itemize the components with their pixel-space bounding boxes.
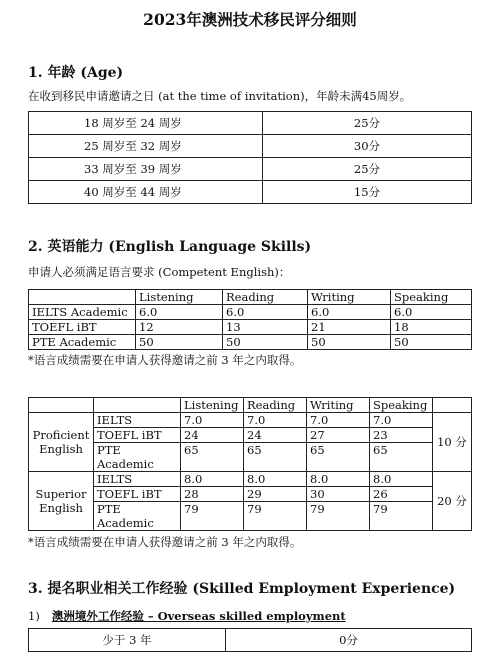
- test-name-cell: TOEFL iBT: [29, 320, 136, 335]
- test-name-cell: IELTS: [94, 472, 181, 487]
- table-row: [29, 472, 472, 487]
- age-range-cell: 40 周岁至 44 周岁: [29, 181, 263, 204]
- score-cell: 65: [370, 443, 433, 472]
- english-footnote: *语言成绩需要在申请人获得邀请之前 3 年之内取得。: [28, 535, 302, 549]
- english-intro: 申请人必须满足语言要求 (Competent English)：: [28, 265, 291, 279]
- table-row: [29, 158, 472, 181]
- table-header-row: [29, 290, 472, 305]
- score-cell: 26: [370, 487, 433, 502]
- score-cell: 24: [181, 428, 244, 443]
- test-name-cell: PTE Academic: [94, 443, 181, 472]
- score-cell: 24: [244, 428, 307, 443]
- table-row: [29, 320, 472, 335]
- level-points: 20 分: [433, 472, 472, 531]
- score-cell: 79: [307, 502, 370, 531]
- score-cell: 6.0: [223, 305, 308, 320]
- score-cell: 8.0: [370, 472, 433, 487]
- table-row: [29, 335, 472, 350]
- column-header: Listening: [136, 290, 223, 305]
- age-range-cell: 25 周岁至 32 周岁: [29, 135, 263, 158]
- age-heading: 1. 年龄 (Age): [28, 65, 124, 81]
- age-points-cell: 15分: [263, 181, 472, 204]
- score-cell: 30: [307, 487, 370, 502]
- test-name-cell: TOEFL iBT: [94, 487, 181, 502]
- score-cell: 50: [391, 335, 472, 350]
- age-range-cell: 18 周岁至 24 周岁: [29, 112, 263, 135]
- table-header-row: [29, 398, 472, 413]
- subheading-number: 1): [28, 609, 40, 623]
- score-cell: 65: [307, 443, 370, 472]
- column-header: Writing: [307, 398, 370, 413]
- score-cell: 7.0: [307, 413, 370, 428]
- column-header: Speaking: [391, 290, 472, 305]
- employment-range-cell: 少于 3 年: [29, 629, 226, 652]
- english-footnote: *语言成绩需要在申请人获得邀请之前 3 年之内取得。: [28, 353, 302, 367]
- column-header: Writing: [308, 290, 391, 305]
- level-label: Superior English: [29, 472, 94, 531]
- table-row: [29, 428, 472, 443]
- page-title: 2023年澳洲技术移民评分细则: [143, 10, 357, 29]
- employment-points-cell: 0分: [226, 629, 472, 652]
- score-cell: 79: [181, 502, 244, 531]
- score-cell: 50: [136, 335, 223, 350]
- score-cell: 21: [308, 320, 391, 335]
- table-row: [29, 502, 472, 531]
- age-points-cell: 25分: [263, 158, 472, 181]
- score-cell: 6.0: [308, 305, 391, 320]
- level-label: Proficient English: [29, 413, 94, 472]
- age-note: 在收到移民申请邀请之日 (at the time of invitation)，年龄未满45周岁。: [28, 89, 412, 103]
- score-cell: 29: [244, 487, 307, 502]
- score-cell: 28: [181, 487, 244, 502]
- table-row: [29, 443, 472, 472]
- employment-heading: 3. 提名职业相关工作经验 (Skilled Employment Experience): [28, 581, 456, 597]
- score-cell: 79: [244, 502, 307, 531]
- score-cell: 8.0: [307, 472, 370, 487]
- score-cell: 65: [244, 443, 307, 472]
- competent-english-table: [28, 289, 472, 350]
- table-row: [29, 112, 472, 135]
- score-cell: 13: [223, 320, 308, 335]
- test-name-cell: PTE Academic: [29, 335, 136, 350]
- table-row: [29, 181, 472, 204]
- table-row: [29, 305, 472, 320]
- age-points-cell: 30分: [263, 135, 472, 158]
- score-cell: 7.0: [244, 413, 307, 428]
- table-row: [29, 135, 472, 158]
- level-points: 10 分: [433, 413, 472, 472]
- score-cell: 18: [391, 320, 472, 335]
- score-cell: 50: [223, 335, 308, 350]
- score-cell: 12: [136, 320, 223, 335]
- subheading-label: 澳洲境外工作经验 – Overseas skilled employment: [51, 609, 346, 623]
- age-range-cell: 33 周岁至 39 周岁: [29, 158, 263, 181]
- score-cell: 6.0: [391, 305, 472, 320]
- table-row: [29, 487, 472, 502]
- score-cell: 7.0: [370, 413, 433, 428]
- score-cell: 65: [181, 443, 244, 472]
- column-header: Reading: [244, 398, 307, 413]
- table-row: [29, 413, 472, 428]
- column-header: Listening: [181, 398, 244, 413]
- score-cell: 50: [308, 335, 391, 350]
- age-points-cell: 25分: [263, 112, 472, 135]
- test-name-cell: IELTS Academic: [29, 305, 136, 320]
- english-heading: 2. 英语能力 (English Language Skills): [28, 239, 312, 255]
- test-name-cell: TOEFL iBT: [94, 428, 181, 443]
- employment-table: [28, 628, 472, 652]
- test-name-cell: PTE Academic: [94, 502, 181, 531]
- score-cell: 27: [307, 428, 370, 443]
- employment-subheading: [28, 608, 346, 624]
- score-cell: 7.0: [181, 413, 244, 428]
- score-cell: 6.0: [136, 305, 223, 320]
- table-row: [29, 629, 472, 652]
- score-cell: 23: [370, 428, 433, 443]
- age-table: [28, 111, 472, 204]
- column-header: Speaking: [370, 398, 433, 413]
- test-name-cell: IELTS: [94, 413, 181, 428]
- score-cell: 79: [370, 502, 433, 531]
- score-cell: 8.0: [244, 472, 307, 487]
- english-levels-table: [28, 397, 472, 531]
- column-header: Reading: [223, 290, 308, 305]
- score-cell: 8.0: [181, 472, 244, 487]
